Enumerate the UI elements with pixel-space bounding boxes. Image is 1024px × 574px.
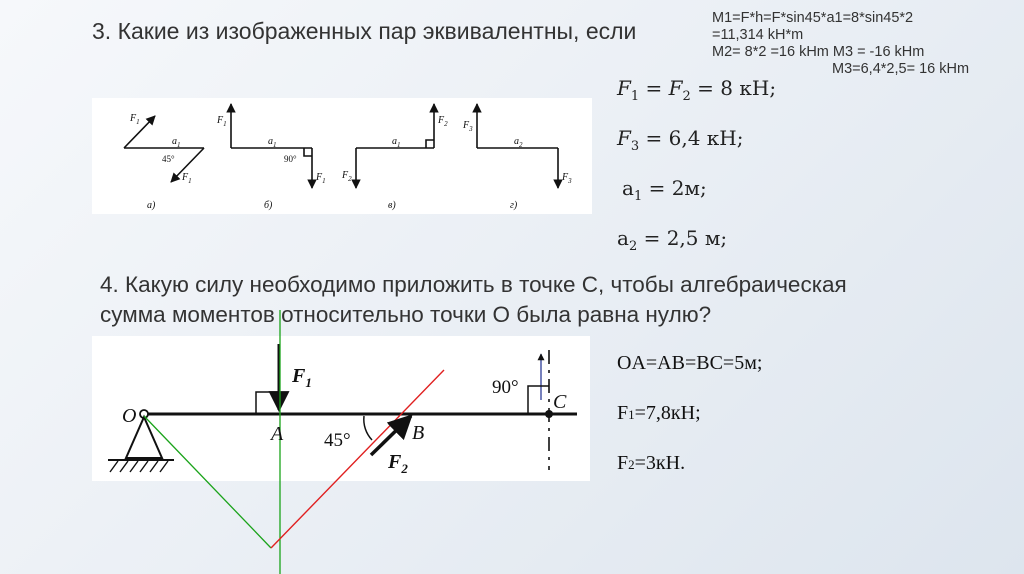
label-b-angle: 90° bbox=[284, 154, 297, 164]
red-action-line bbox=[271, 370, 444, 548]
caption-v: в) bbox=[388, 200, 396, 211]
condition-f3: $F_3 = 6,4$ кН; bbox=[617, 126, 744, 154]
question-3-text: 3. Какие из изображенных пар эквивалентны, если bbox=[92, 18, 637, 44]
force-pairs-diagram bbox=[92, 98, 592, 214]
question-4-line-2: сумма моментов относительно точки О была равна нулю? bbox=[100, 302, 712, 327]
label-a-angle: 45° bbox=[162, 154, 175, 164]
label-O: O bbox=[122, 405, 137, 427]
label-F1: $F_1$ bbox=[292, 365, 312, 390]
beam-diagram bbox=[92, 300, 592, 574]
pair-b-right-angle bbox=[304, 148, 312, 156]
notes-line-4: M3=6,4*2,5= 16 kHm bbox=[832, 61, 970, 77]
label-angle-90: 90° bbox=[492, 377, 519, 398]
question-4-line-1: 4. Какую силу необходимо приложить в точке С, чтобы алгебраическая bbox=[100, 272, 847, 297]
label-g-F3p: $F_3$ bbox=[562, 172, 572, 185]
force-F2-arrow bbox=[371, 416, 411, 455]
condition-a2: $a_2 = 2,5$ м; bbox=[617, 226, 728, 254]
label-v-F2: $F_2$ bbox=[342, 170, 352, 183]
label-g-F3: $F_3$ bbox=[463, 120, 473, 133]
notes-line-2: =11,314 kH*m bbox=[712, 27, 804, 43]
condition-f1-f2: $F_1 = F_2 = 8$ кН; bbox=[617, 76, 777, 104]
angle-arc-45 bbox=[364, 416, 372, 440]
notes-line-3: M2= 8*2 =16 kHm M3 = -16 kHm bbox=[712, 44, 925, 60]
condition-a1: $a_1 = 2м$; bbox=[622, 176, 707, 204]
label-angle-45: 45° bbox=[324, 430, 351, 451]
label-C: C bbox=[553, 391, 567, 413]
right-angle-C bbox=[528, 386, 549, 414]
green-arm-line bbox=[144, 416, 271, 548]
ground-hatch bbox=[110, 461, 168, 472]
label-b-F1p: $F_1$ bbox=[316, 172, 326, 185]
label-a-a1: $a_1$ bbox=[172, 136, 181, 149]
pair-v-right-angle bbox=[426, 140, 434, 148]
label-a-F1p: $F_1$ bbox=[182, 172, 192, 185]
solution-notes bbox=[712, 10, 969, 78]
label-A: A bbox=[271, 423, 284, 445]
label-B: B bbox=[412, 422, 425, 444]
caption-a: а) bbox=[147, 200, 156, 211]
point-C bbox=[545, 410, 553, 418]
right-angle-A bbox=[256, 392, 279, 414]
caption-g: г) bbox=[510, 200, 518, 211]
condition-distances: OA=AB=BC=5м; bbox=[617, 352, 763, 374]
label-b-a1: $a_1$ bbox=[268, 136, 277, 149]
label-b-F1: $F_1$ bbox=[217, 115, 227, 128]
condition-F1: F1=7,8кН; bbox=[617, 402, 701, 424]
label-a-F1: $F_1$ bbox=[130, 113, 140, 126]
caption-b: б) bbox=[264, 200, 273, 211]
notes-line-1: М1=F*h=F*sin45*a1=8*sin45*2 bbox=[712, 10, 914, 26]
label-g-a2: $a_2$ bbox=[514, 136, 523, 149]
label-v-F2p: $F_2$ bbox=[438, 115, 448, 128]
condition-F2: F2=3кН. bbox=[617, 452, 686, 474]
label-F2: $F_2$ bbox=[388, 451, 408, 476]
label-v-a1: $a_1$ bbox=[392, 136, 401, 149]
